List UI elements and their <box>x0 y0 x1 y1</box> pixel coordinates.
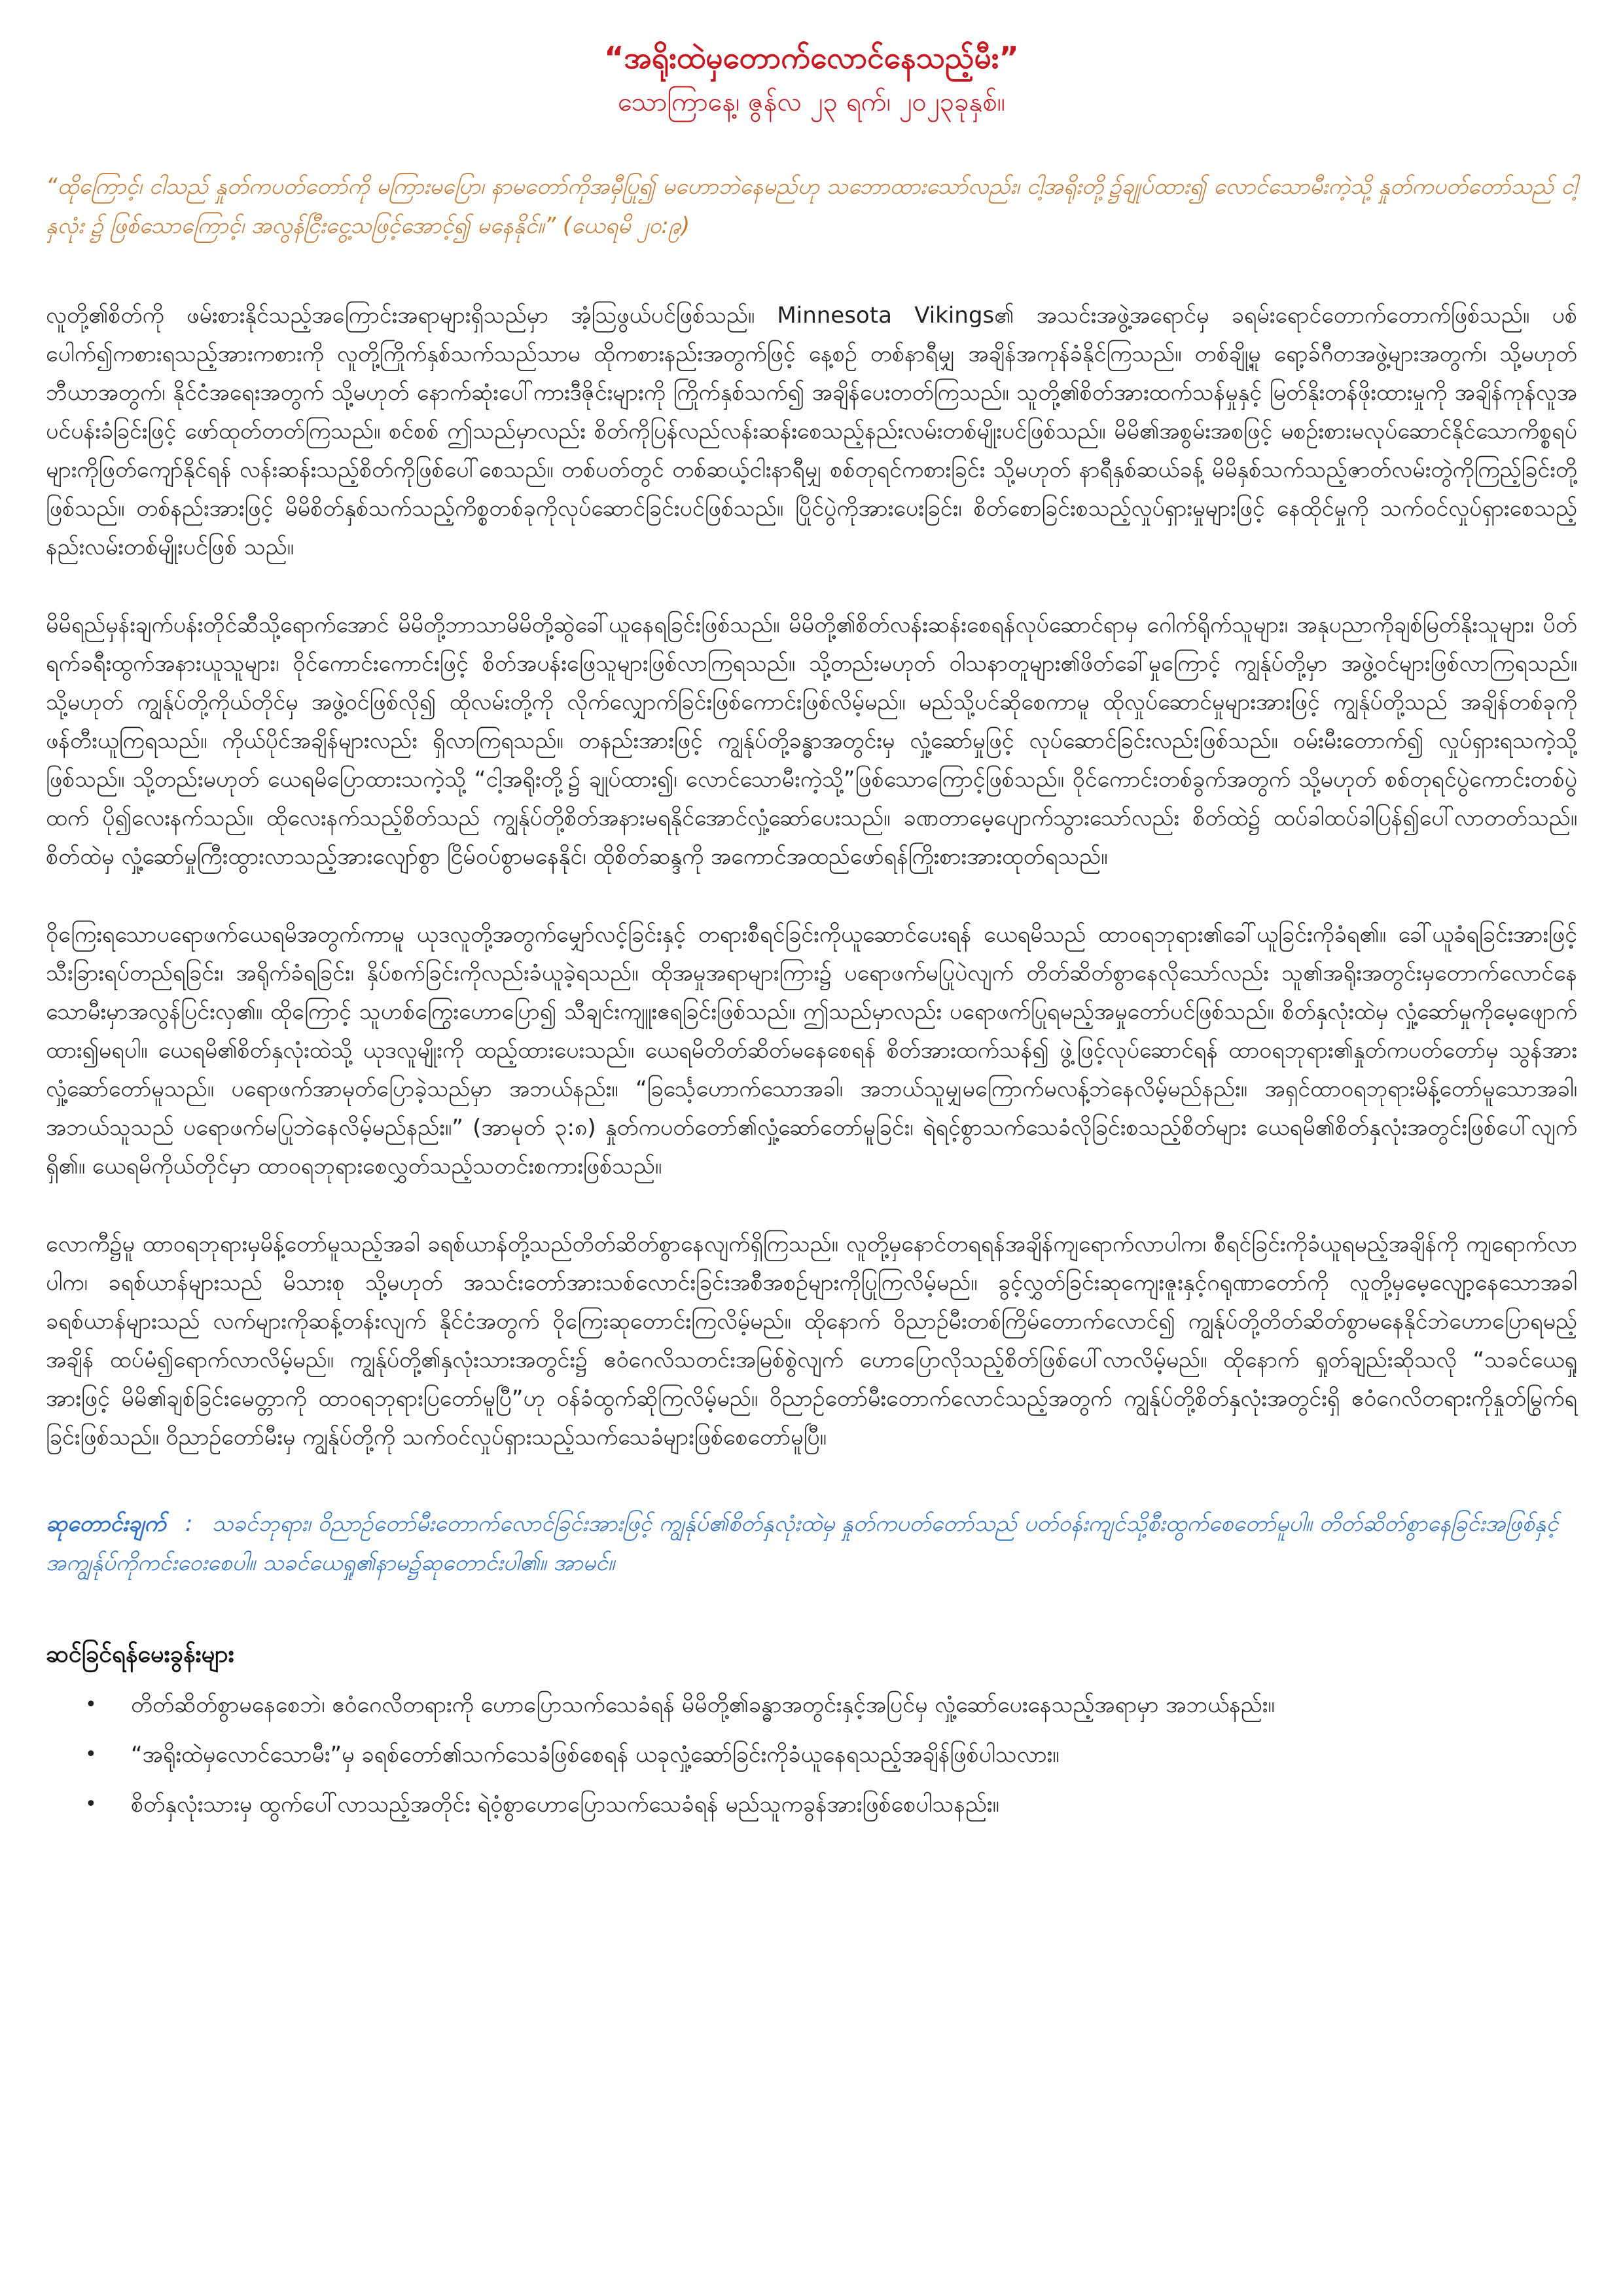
body-paragraph: လောကီ၌မူ ထာဝရဘုရားမှမိန့်တော်မူသည့်အခါ ခရစ်ယာန်တို့သည်တိတ်ဆိတ်စွာနေလျက်ရှိကြသည်။ လူတို့မှနောင်တရရန်အချိန်ကျရောက်လာပါက၊ စီရင်ခြင်းကိုခံယူရမည့်အချိန်ကို ကျရောက်လာပါက၊ ခရစ်ယာန်များသည် မိသားစု သို့မဟုတ် အသင်းတော်အားသစ်လောင်းခြင်းအစီအစဉ်များကိုပြုကြလိမ့်မည်။ ခွင့်လွှတ်ခြင်းဆုကျေးဇူးနှင့်ဂရုဏာတော်ကို လူတို့မှမေ့လျော့နေသောအခါ ခရစ်ယာန်များသည် လက်များကိုဆန့်တန်းလျက် နိုင်ငံအတွက် ဝိုကြေးဆုတောင်းကြလိမ့်မည်။ ထိုနောက် ဝိညာဉ်မီးတစ်ကြိမ်တောက်လောင်၍ ကျွန်ုပ်တို့တိတ်ဆိတ်စွာမနေနိုင်ဘဲဟောပြောရမည့်အချိန် ထပ်မံ၍ရောက်လာလိမ့်မည်။ ကျွန်ုပ်တို့၏နှလုံးသားအတွင်း၌ ဧဝံဂေလိသတင်းအမြစ်စွဲလျက် ဟောပြောလိုသည့်စိတ်ဖြစ်ပေါ်လာလိမ့်မည်။ ထိုနောက် ရှုတ်ချည်းဆိုသလို “သခင်ယေရှုအားဖြင့် မိမိ၏ချစ်ခြင်းမေတ္တာကို ထာဝရဘုရားပြတော်မူပြီ”ဟု ဝန်ခံထွက်ဆိုကြလိမ့်မည်။ ဝိညာဉ်တော်မီးတောက်လောင်သည့်အတွက် ကျွန်ုပ်တို့စိတ်နှလုံးအတွင်းရှိ ဧဝံဂေလိတရားကိုနှုတ်မြွက်ရခြင်းဖြစ်သည်။ ဝိညာဉ်တော်မီးမှ ကျွန်ုပ်တို့ကို သက်ဝင်လှုပ်ရှားသည့်သက်သေခံများဖြစ်စေတော်မူပြီ။ <box>46 1231 1577 1450</box>
prayer-label: ဆုတောင်းချက် <box>46 1511 166 1537</box>
list-item <box>85 1685 1577 1725</box>
bullet-icon: • <box>85 1793 97 1816</box>
bullet-icon: • <box>85 1743 97 1766</box>
question-text: စိတ်နှလုံးသားမှ ထွက်ပေါ်လာသည့်အတိုင်း ရဲဝံ့စွာဟောပြောသက်သေခံရန် မည်သူကခွန်အားဖြစ်စေပါသနည်း။ <box>131 1791 999 1818</box>
scripture-quote: “ထိုကြောင့်၊ ငါသည် နှုတ်ကပတ်တော်ကို မကြားမပြော၊ နာမတော်ကိုအမှီပြု၍ မဟောဘဲနေမည်ဟု သဘောထားသော်လည်း၊ ငါ့အရိုးတို့၌ချုပ်ထား၍ လောင်သောမီးကဲ့သို့ နှုတ်ကပတ်တော်သည် ငါ့နှလုံး ၌ ဖြစ်သောကြောင့်၊ အလွန်ငြီးငွေ့သဖြင့်အောင့်၍ မနေနိုင်။” (ယေရမိ ၂၀:၉) <box>46 173 1577 239</box>
question-text: တိတ်ဆိတ်စွာမနေစေဘဲ၊ ဧဝံဂေလိတရားကို ဟောပြောသက်သေခံရန် မိမိတို့၏ခန္ဓာအတွင်းနှင့်အပြင်မှ လှုံ့ဆော်ပေးနေသည့်အရာမှာ အဘယ်နည်း။ <box>131 1692 1275 1718</box>
page-title: “အရိုးထဲမှတောက်လောင်နေသည့်မီး” <box>604 40 1019 75</box>
prayer-separator: : <box>185 1511 193 1537</box>
list-item <box>85 1784 1577 1825</box>
page-header <box>0 34 1623 123</box>
body-paragraph: မိမိရည်မှန်းချက်ပန်းတိုင်ဆီသို့ရောက်အောင် မိမိတို့ဘာသာမိမိတို့ဆွဲခေါ်ယူနေရခြင်းဖြစ်သည်။ မိမိတို့၏စိတ်လန်းဆန်းစေရန်လုပ်ဆောင်ရာမှ ဂေါက်ရိုက်သူများ၊ အနုပညာကိုချစ်မြတ်နိုးသူများ၊ ပိတ်ရက်ခရီးထွက်အနားယူသူများ၊ ဝိုင်ကောင်းကောင်းဖြင့် စိတ်အပန်းဖြေသူများဖြစ်လာကြရသည်။ သို့တည်းမဟုတ် ဝါသနာတူများ၏ဖိတ်ခေါ်မှုကြောင့် ကျွန်ုပ်တို့မှာ အဖွဲ့ဝင်များဖြစ်လာကြရသည်။ သို့မဟုတ် ကျွန်ုပ်တို့ကိုယ်တိုင်မှ အဖွဲ့ဝင်ဖြစ်လို၍ ထိုလမ်းတို့ကို လိုက်လျှောက်ခြင်းဖြစ်ကောင်းဖြစ်လိမ့်မည်။ မည်သို့ပင်ဆိုစေကာမူ ထိုလှုပ်ဆောင်မှုများအားဖြင့် ကျွန်ုပ်တို့သည် အချိန်တစ်ခုကိုဖန်တီးယူကြရသည်။ ကိုယ်ပိုင်အချိန်များလည်း ရှိလာကြရသည်။ တနည်းအားဖြင့် ကျွန်ုပ်တို့ခန္ဓာအတွင်းမှ လှုံ့ဆော်မှုဖြင့် လုပ်ဆောင်ခြင်းလည်းဖြစ်သည်။ ဝမ်းမီးတောက်၍ လှုပ်ရှားရသကဲ့သို့ဖြစ်သည်။ သို့တည်းမဟုတ် ယေရမိပြောထားသကဲ့သို့ “ငါ့အရိုးတို့၌ ချုပ်ထား၍၊ လောင်သောမီးကဲ့သို့”ဖြစ်သောကြောင့်ဖြစ်သည်။ ဝိုင်ကောင်းတစ်ခွက်အတွက် သို့မဟုတ် စစ်တုရင်ပွဲကောင်းတစ်ပွဲထက် ပို၍လေးနက်သည်။ ထိုလေးနက်သည့်စိတ်သည် ကျွန်ုပ်တို့စိတ်အနားမရနိုင်အောင်လှုံ့ဆော်ပေးသည်။ ခဏတာမေ့ပျောက်သွားသော်လည်း စိတ်ထဲ၌ ထပ်ခါထပ်ခါပြန်၍ပေါ်လာတတ်သည်။ စိတ်ထဲမှ လှုံ့ဆော်မှုကြီးထွားလာသည့်အားလျော်စွာ ငြိမ်ဝပ်စွာမနေနိုင်၊ ထိုစိတ်ဆန္ဒကို အကောင်အထည်ဖော်ရန်ကြိုးစားအားထုတ်ရသည်။ <box>46 612 1577 870</box>
body-paragraph: ဝိုကြေးရသောပရောဖက်ယေရမိအတွက်ကာမူ ယုဒလူတို့အတွက်မျှော်လင့်ခြင်းနှင့် တရားစီရင်ခြင်းကိုယူဆောင်ပေးရန် ယေရမိသည် ထာဝရဘုရား၏ခေါ်ယူခြင်းကိုခံရ၏။ ခေါ်ယူခံရခြင်းအားဖြင့် သီးခြားရပ်တည်ရခြင်း၊ အရိုက်ခံရခြင်း၊ နှိပ်စက်ခြင်းကိုလည်းခံယူခဲ့ရသည်။ ထိုအမှုအရာများကြား၌ ပရောဖက်မပြုပဲလျက် တိတ်ဆိတ်စွာနေလိုသော်လည်း သူ၏အရိုးအတွင်းမှတောက်လောင်နေသောမီးမှာအလွန်ပြင်းလှ၏။ ထိုကြောင့် သူဟစ်ကြွေးဟောပြော၍ သီချင်းကျူးဧရခြင်းဖြစ်သည်။ ဤသည်မှာလည်း ပရောဖက်ပြုရမည့်အမှုတော်ပင်ဖြစ်သည်။ စိတ်နှလုံးထဲမှ လှုံ့ဆော်မှုကိုမေ့ဖျောက်ထား၍မရပါ။ ယေရမိ၏စိတ်နှလုံးထဲသို့ ယုဒလူမျိုးကို ထည့်ထားပေးသည်။ ယေရမိတိတ်ဆိတ်မနေစေရန် စိတ်အားထက်သန်၍ ဖွဲ့ဖြင့်လုပ်ဆောင်ရန် ထာဝရဘုရား၏နှုတ်ကပတ်တော်မှ သွန်အားလှုံ့ဆော်တော်မူသည်။ ပရောဖက်အာမုတ်ပြောခဲ့သည်မှာ အဘယ်နည်း။ “ခြင်္သေ့ဟောက်သောအခါ၊ အဘယ်သူမျှမကြောက်မလန့်ဘဲနေလိမ့်မည်နည်း။ အရှင်ထာဝရဘုရားမိန့်တော်မူသောအခါ၊ အဘယ်သူသည် ပရောဖက်မပြုဘဲနေလိမ့်မည်နည်း။” (အာမုတ် ၃:၈) နှုတ်ကပတ်တော်၏လှုံ့ဆော်တော်မူခြင်း၊ ရဲရင့်စွာသက်သေခံလိုခြင်းစသည့်စိတ်များ ယေရမိ၏စိတ်နှလုံးအတွင်းဖြစ်ပေါ်လျက်ရှိ၏။ ယေရမိကိုယ်တိုင်မှာ ထာဝရဘုရားစေလွှတ်သည့်သတင်းစကားဖြစ်သည်။ <box>46 922 1577 1179</box>
body-paragraph: လူတို့၏စိတ်ကို ဖမ်းစားနိုင်သည့်အကြောင်းအရာများရှိသည်မှာ အံ့သြဖွယ်ပင်ဖြစ်သည်။ Minnesota Vikings၏ အသင်းအဖွဲ့အရောင်မှ ခရမ်းရောင်တောက်တောက်ဖြစ်သည်။ ပစ်ပေါက်၍ကစားရသည့်အားကစားကို လူတို့ကြိုက်နှစ်သက်သည်သာမ ထိုကစားနည်းအတွက်ဖြင့် နေ့စဉ် တစ်နာရီမျှ အချိန်အကုန်ခံနိုင်ကြသည်။ တစ်ချို့မူ ရော့ခ်ဂီတအဖွဲ့များအတွက်၊ သို့မဟုတ် ဘီယာအတွက်၊ နိုင်ငံအရေးအတွက် သို့မဟုတ် နောက်ဆုံးပေါ်ကားဒီဇိုင်းများကို ကြိုက်နှစ်သက်၍ အချိန်ပေးတတ်ကြသည်။ သူတို့၏စိတ်အားထက်သန်မှုနှင့် မြတ်နိုးတန်ဖိုးထားမှုကို အချိန်ကုန်လူအပင်ပန်းခံခြင်းဖြင့် ဖော်ထုတ်တတ်ကြသည်။ စင်စစ် ဤသည်မှာလည်း စိတ်ကိုပြန်လည်လန်းဆန်းစေသည့်နည်းလမ်းတစ်မျိုးပင်ဖြစ်သည်။ မိမိ၏အစွမ်းအစဖြင့် မစဉ်းစားမလုပ်ဆောင်နိုင်သောကိစ္စရပ်များကိုဖြတ်ကျော်နိုင်ရန် လန်းဆန်းသည့်စိတ်ကိုဖြစ်ပေါ်စေသည်။ တစ်ပတ်တွင် တစ်ဆယ့်ငါးနာရီမျှ စစ်တုရင်ကစားခြင်း သို့မဟုတ် နာရီနှစ်ဆယ်ခန့် မိမိနှစ်သက်သည့်ဇာတ်လမ်းတွဲကိုကြည့်ခြင်းတို့ဖြစ်သည်။ တစ်နည်းအားဖြင့် မိမိစိတ်နှစ်သက်သည့်ကိစ္စတစ်ခုကိုလုပ်ဆောင်ခြင်းပင်ဖြစ်သည်။ ပြိုင်ပွဲကိုအားပေးခြင်း၊ စိတ်စောခြင်းစသည့်လှုပ်ရှားမှုများဖြင့် နေထိုင်မှုကို သက်ဝင်လှုပ်ရှားစေသည့်နည်းလမ်းတစ်မျိုးပင်ဖြစ် သည်။ <box>46 302 1577 560</box>
page-content <box>46 167 1577 1834</box>
question-text: “အရိုးထဲမှလောင်သောမီး”မှ ခရစ်တော်၏သက်သေခံဖြစ်စေရန် ယခုလှုံ့ဆော်ခြင်းကိုခံယူနေရသည့်အချိန်ဖြစ်ပါသလား။ <box>131 1742 1060 1768</box>
prayer-block <box>46 1504 1577 1583</box>
page-date: သောကြာနေ့၊ ဇွန်လ ၂၃ ရက်၊ ၂၀၂၃ခုနှစ်။ <box>618 87 1005 117</box>
bullet-icon: • <box>85 1693 97 1716</box>
list-item <box>85 1734 1577 1775</box>
prayer-text: သခင်ဘုရား၊ ဝိညာဉ်တော်မီးတောက်လောင်ခြင်းအားဖြင့် ကျွန်ုပ်၏စိတ်နှလုံးထဲမှ နှုတ်ကပတ်တော်သည် ပတ်ဝန်းကျင်သို့စီးထွက်စေတော်မူပါ။ တိတ်ဆိတ်စွာနေခြင်းအဖြစ်နှင့် အကျွန်ုပ်ကိုကင်းဝေးစေပါ။ သခင်ယေရှု၏နာမ၌ဆုတောင်းပါ၏။ အာမင်။ <box>46 1511 1559 1576</box>
questions-heading: ဆင်ခြင်ရန်မေးခွန်းများ <box>46 1641 234 1668</box>
questions-list <box>46 1685 1577 1825</box>
